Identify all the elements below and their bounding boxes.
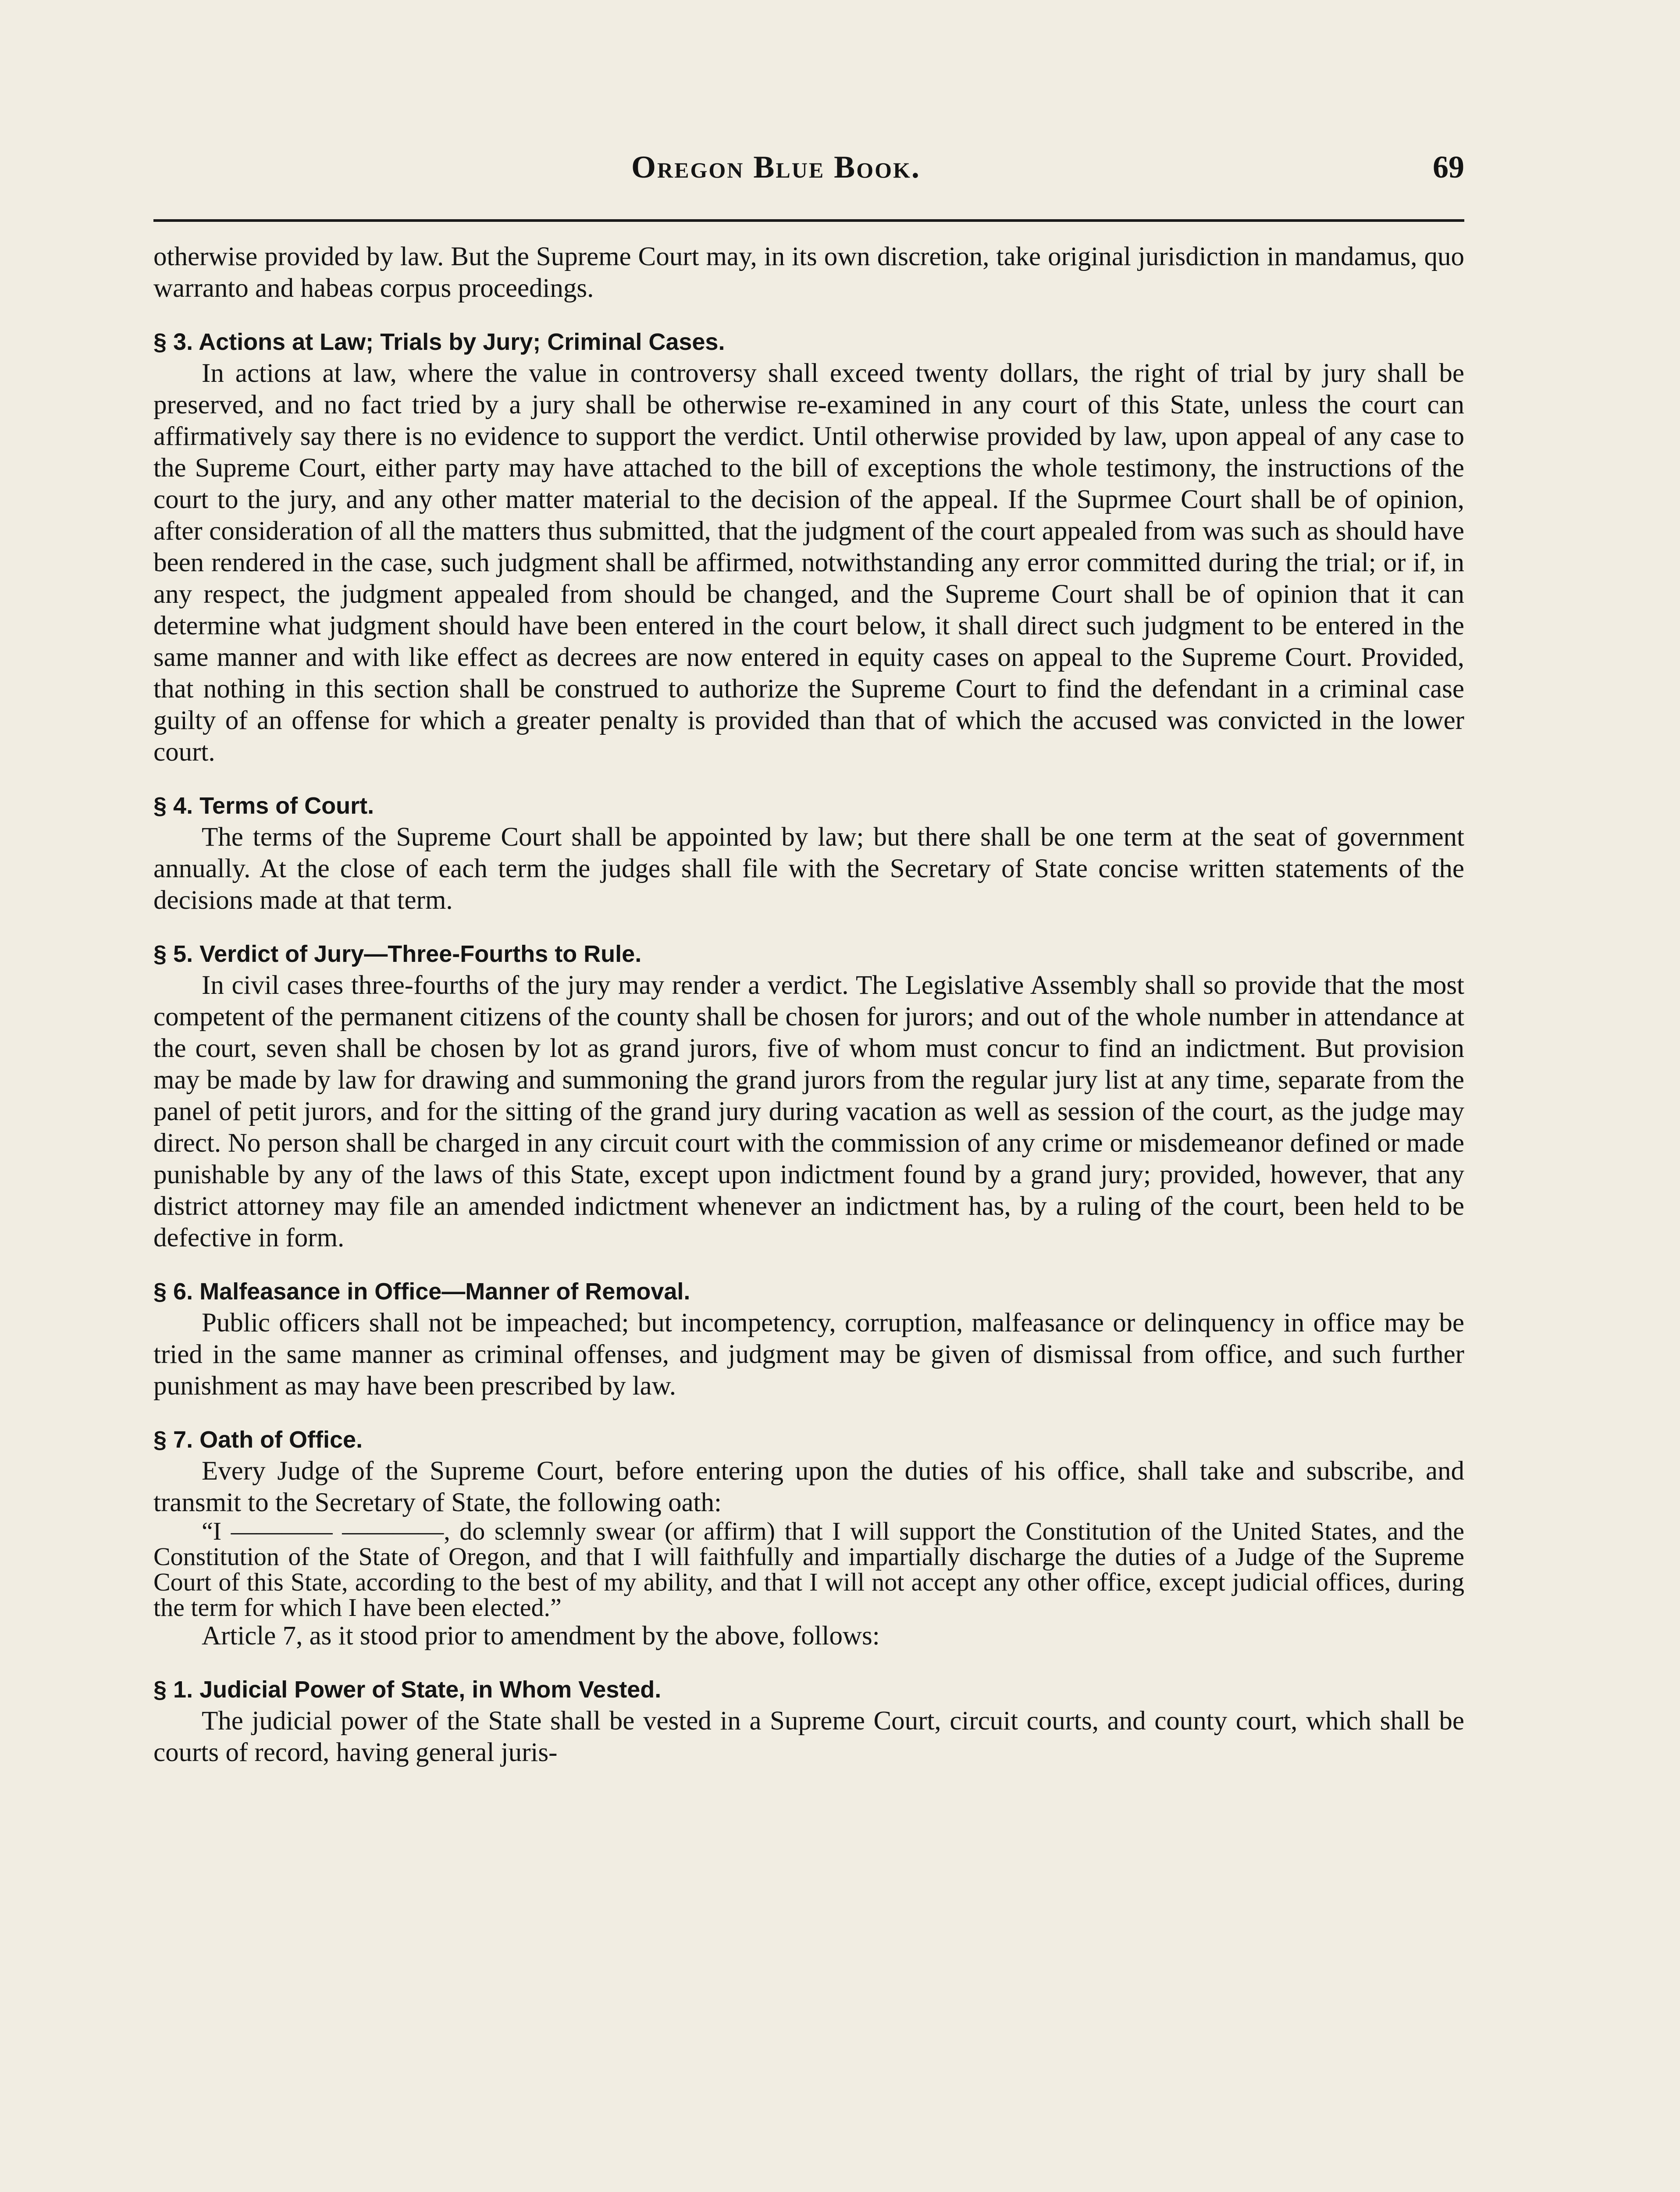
header-rule	[153, 219, 1464, 222]
final-section	[153, 1674, 1464, 1769]
page-header	[158, 145, 1464, 193]
intro-paragraph: otherwise provided by law. But the Supreme Court may, in its own discretion, take original jurisdiction in mandamus, quo warranto and habeas corpus proceedings.	[153, 242, 1464, 303]
section-heading: § 6. Malfeasance in Office—Manner of Removal.	[153, 1278, 691, 1305]
section-text: Public officers shall not be impeached; but incompetency, corruption, malfeasance or delinquency in office may be tried in the same manner as criminal offenses, and judgment may be given of dismissal from office, and such further punishment as may have been prescribed by law.	[153, 1308, 1464, 1401]
section-text: In actions at law, where the value in controversy shall exceed twenty dollars, the right of trial by jury shall be preserved, and no fact tried by a jury shall be otherwise re-examined in any court of this State, unless the court can affirmatively say there is no evidence to support the verdict. Until otherwise provided by law, upon appeal of any case to the Supreme Court, either party may have attached to the bill of exceptions the whole testimony, the instructions of the court to the jury, and any other matter material to the decision of the appeal. If the Suprmee Court shall be of opinion, after consideration of all the matters thus submitted, that the judgment of the court appealed from was such as should have been rendered in the case, such judgment shall be affirmed, notwithstanding any error committed during the trial; or if, in any respect, the judgment appealed from should be changed, and the Supreme Court shall be of opinion that it can determine what judgment should have been entered in the court below, it shall direct such judgment to be entered in the same manner and with like effect as decrees are now entered in equity cases on appeal to the Supreme Court. Provided, that nothing in this section shall be construed to authorize the Supreme Court to find the defendant in a criminal case guilty of an offense for which a greater penalty is provided than that of which the accused was convicted in the lower court.	[153, 359, 1464, 767]
page-number: 69	[1433, 149, 1464, 185]
section-heading: § 4. Terms of Court.	[153, 793, 374, 819]
section-7	[153, 1424, 1464, 1519]
oath-text: “I ———— ————, do sclemnly swear (or affirm) that I will support the Constitution of the United States, and the Constitution of the State of Oregon, and that I will faithfully and impartially discharge the duties of a Judge of the Supreme Court of this State, according to the best of my ability, and that I will not accept any other office, except judicial offices, during the term for which I have been elected.”	[153, 1517, 1464, 1622]
section-6	[153, 1276, 1464, 1402]
section-heading: § 1. Judicial Power of State, in Whom Vested.	[153, 1676, 662, 1703]
section-heading: § 5. Verdict of Jury—Three-Fourths to Rule.	[153, 941, 642, 967]
section-text: The terms of the Supreme Court shall be appointed by law; but there shall be one term at the seat of government annually. At the close of each term the judges shall file with the Secretary of State concise written statements of the decisions made at that term.	[153, 822, 1464, 915]
section-text: The judicial power of the State shall be vested in a Supreme Court, circuit courts, and county court, which shall be courts of record, having general juris-	[153, 1706, 1464, 1767]
running-head: Oregon Blue Book.	[631, 149, 921, 185]
section-heading: § 3. Actions at Law; Trials by Jury; Criminal Cases.	[153, 329, 725, 355]
section-heading: § 7. Oath of Office.	[153, 1427, 363, 1453]
section-text: In civil cases three-fourths of the jury may render a verdict. The Legislative Assembly shall so provide that the most competent of the permanent citizens of the county shall be chosen for jurors; and out of the whole number in attendance at the court, seven shall be chosen by lot as grand jurors, five of whom must concur to find an indictment. But provision may be made by law for drawing and summoning the grand jurors from the regular jury list at any time, separate from the panel of petit jurors, and for the sitting of the grand jury during vacation as well as session of the court, as the judge may direct. No person shall be charged in any circuit court with the commission of any crime or misdemeanor defined or made punishable by any of the laws of this State, except upon indictment found by a grand jury; provided, however, that any district attorney may file an amended indictment whenever an indictment has, by a ruling of the court, been held to be defective in form.	[153, 971, 1464, 1253]
article-note: Article 7, as it stood prior to amendment by the above, follows:	[202, 1621, 880, 1651]
section-text: Every Judge of the Supreme Court, before entering upon the duties of his office, shall take and subscribe, and transmit to the Secretary of State, the following oath:	[153, 1456, 1464, 1517]
body-text	[153, 241, 1464, 1769]
section-4	[153, 790, 1464, 916]
section-5	[153, 938, 1464, 1254]
section-3	[153, 326, 1464, 768]
